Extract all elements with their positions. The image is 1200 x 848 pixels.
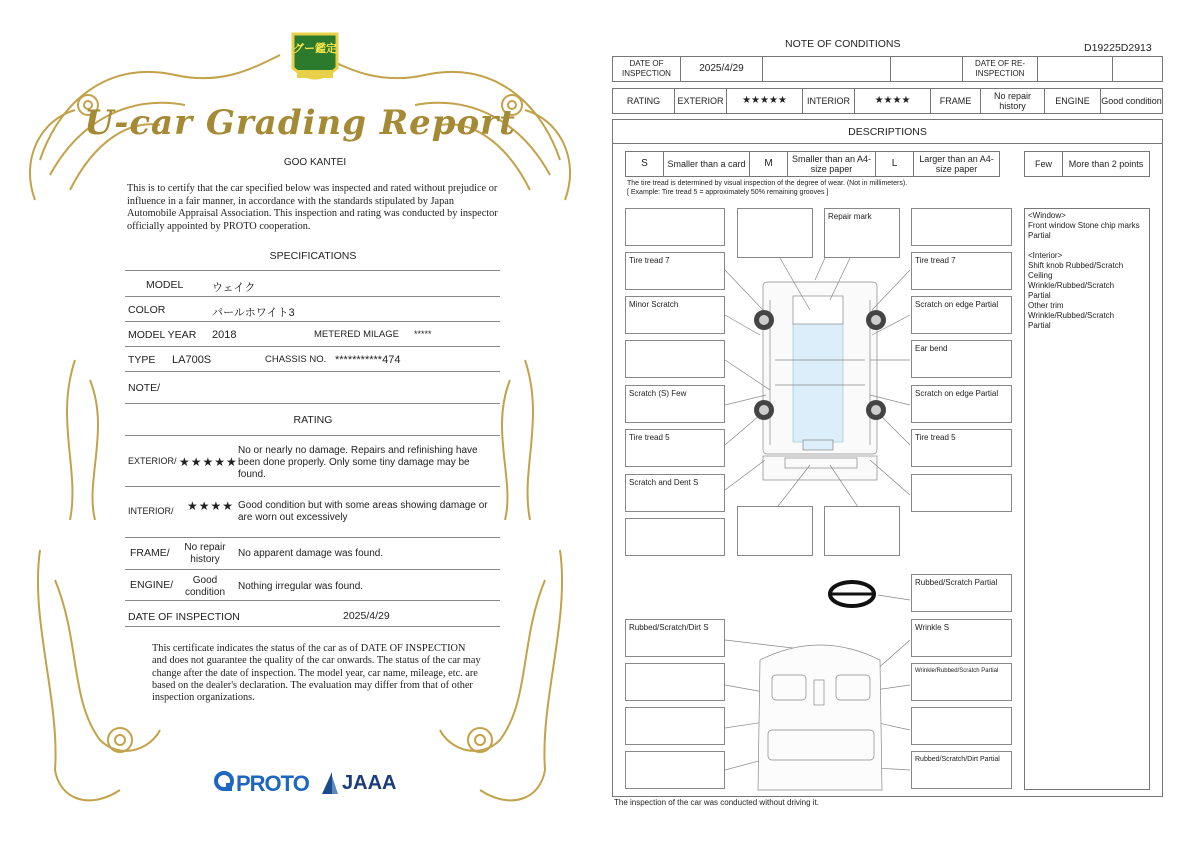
- frame-label: FRAME/: [130, 547, 170, 559]
- engine-label: ENGINE/: [130, 579, 174, 591]
- legend-s: S: [626, 152, 664, 176]
- tire-fl-box: Tire tread 7: [625, 252, 725, 290]
- tire-note-1: The tire tread is determined by visual inspection of the degree of wear. (Not in millimeters).: [627, 180, 908, 187]
- minor-scratch-box: Minor Scratch: [625, 296, 725, 334]
- metered-value: *****: [414, 329, 432, 339]
- frame-value: No repair history: [184, 542, 226, 565]
- frame-value: No repair history: [981, 89, 1045, 113]
- report-title: U-car Grading Report: [84, 103, 516, 143]
- scratch-edge-box: Scratch on edge Partial: [911, 296, 1012, 334]
- badge-text: グー鑑定: [293, 43, 337, 55]
- ear-bend-box: Ear bend: [911, 340, 1012, 378]
- frame-label: FRAME: [931, 89, 981, 113]
- engine-value: Good condition: [184, 575, 226, 598]
- date-inspection-label: DATE OF INSPECTION: [613, 57, 681, 81]
- descriptions-heading: DESCRIPTIONS: [848, 126, 927, 138]
- tire-fr-box: Tire tread 7: [911, 252, 1012, 290]
- engine-value: Good condition: [1101, 96, 1162, 106]
- certificate-disclaimer: This certificate indicates the status of the car as of DATE OF INSPECTION and does not guarantee the quality of the car onwards. The status of the car may change after the date of inspection. The model year, car name, mileage, etc. are based on the dealer's declaration. The evaluation may differ from that of other inspection organizations.: [152, 643, 481, 704]
- goo-kantei-badge: [287, 30, 343, 90]
- proto-logo-icon: [214, 771, 234, 793]
- note-box: [911, 208, 1012, 246]
- date-value: 2025/4/29: [343, 610, 390, 622]
- note-box: [737, 506, 813, 556]
- legend-few: Few: [1025, 152, 1063, 176]
- scratch-s-few-box: Scratch (S) Few: [625, 385, 725, 423]
- report-subtitle: GOO KANTEI: [283, 157, 347, 168]
- exterior-description: No or nearly no damage. Repairs and refinishing have been done properly. Only some tiny damage may be found.: [238, 445, 478, 480]
- type-label: TYPE: [128, 354, 156, 366]
- steering-wheel-icon: [830, 582, 874, 606]
- dash-note-box: Rubbed/Scratch/Dirt S: [625, 619, 725, 657]
- interior-stars: ★★★★: [855, 89, 931, 113]
- repair-mark-box: Repair mark: [824, 208, 900, 258]
- legend-few-desc: More than 2 points: [1068, 159, 1144, 169]
- sheet-footer: The inspection of the car was conducted without driving it.: [614, 798, 819, 807]
- certify-statement: This is to certify that the car specified below was inspected and rated without prejudice or influence in a fair manner, in accordance with the standards stipulated by Japan Automobile Appraisal Association. This inspection and rating was conducted by inspector officially appointed by PROTO cooperation.: [127, 183, 498, 232]
- exterior-label: EXTERIOR: [675, 89, 727, 113]
- note-box: [911, 474, 1012, 512]
- steering-note-box: Rubbed/Scratch Partial: [911, 574, 1012, 612]
- date-reinspection-label: DATE OF RE-INSPECTION: [963, 57, 1038, 81]
- legend-l-desc: Larger than an A4-size paper: [919, 154, 994, 174]
- exterior-label: EXTERIOR/: [128, 456, 177, 466]
- color-value: パールホワイト3: [212, 307, 295, 319]
- engine-description: Nothing irregular was found.: [238, 581, 364, 592]
- note-box: [625, 340, 725, 378]
- sheet-title: NOTE OF CONDITIONS: [785, 38, 901, 50]
- legend-l: L: [876, 152, 914, 176]
- interior-stars: ★★★★: [187, 499, 235, 513]
- model-label: MODEL: [146, 279, 184, 291]
- specifications-heading: SPECIFICATIONS: [269, 250, 357, 262]
- engine-label: ENGINE: [1045, 89, 1101, 113]
- legend-s-desc: Smaller than a card: [664, 152, 750, 176]
- scratch-dent-box: Scratch and Dent S: [625, 474, 725, 512]
- interior-label: INTERIOR/: [128, 506, 174, 516]
- rating-heading: RATING: [293, 414, 333, 426]
- chassis-label: CHASSIS NO.: [265, 354, 327, 365]
- window-interior-notes: <Window> Front window Stone chip marks Partial <Interior> Shift knob Rubbed/Scratch Ceiling Wrinkle/Rubbed/Scratch Partial Other trim Wrinkle/Rubbed/Scratch Partial: [1028, 211, 1140, 330]
- legend-m-desc: Smaller than an A4-size paper: [788, 152, 876, 176]
- date-inspection-value: 2025/4/29: [681, 57, 763, 81]
- date-label: DATE OF INSPECTION: [128, 611, 240, 623]
- metered-label: METERED MILAGE: [314, 329, 399, 340]
- model-value: ウェイク: [212, 282, 256, 294]
- note-box: [625, 208, 725, 246]
- frame-description: No apparent damage was found.: [238, 548, 384, 559]
- chassis-value: ***********474: [335, 354, 401, 366]
- rear-seat-box: Rubbed/Scratch/Dirt Partial: [911, 751, 1012, 789]
- tire-rl-box: Tire tread 5: [625, 429, 725, 467]
- wrinkle-partial-box: Wrinkle/Rubbed/Scratch Partial: [911, 663, 1012, 701]
- jaaa-logo-icon: [320, 770, 340, 796]
- interior-description: Good condition but with some areas showing damage or are worn out excessively: [238, 500, 488, 523]
- tire-note-2: [ Example: Tire tread 5 = approximately 50% remaining grooves ]: [627, 189, 829, 196]
- document-id: D19225D2913: [1084, 42, 1152, 54]
- proto-logo: PROTO: [236, 771, 309, 796]
- type-value: LA700S: [172, 354, 212, 366]
- note-label: NOTE/: [128, 382, 161, 394]
- note-box: [824, 506, 900, 556]
- model-year-value: 2018: [212, 329, 237, 341]
- note-box: [737, 208, 813, 258]
- scratch-edge-box-2: Scratch on edge Partial: [911, 385, 1012, 423]
- legend-m: M: [750, 152, 788, 176]
- note-box: [625, 518, 725, 556]
- exterior-stars: ★★★★★: [727, 89, 803, 113]
- note-of-conditions-sheet: [600, 0, 1200, 848]
- exterior-stars: ★★★★★: [179, 455, 238, 469]
- rating-label: RATING: [613, 89, 675, 113]
- jaaa-logo: JAAA: [342, 772, 397, 794]
- wrinkle-s-box: Wrinkle S: [911, 619, 1012, 657]
- note-box: [625, 751, 725, 789]
- note-box: [625, 707, 725, 745]
- color-label: COLOR: [128, 304, 166, 316]
- tire-rr-box: Tire tread 5: [911, 429, 1012, 467]
- model-year-label: MODEL YEAR: [128, 329, 197, 341]
- interior-label: INTERIOR: [803, 89, 855, 113]
- note-box: [911, 707, 1012, 745]
- note-box: [625, 663, 725, 701]
